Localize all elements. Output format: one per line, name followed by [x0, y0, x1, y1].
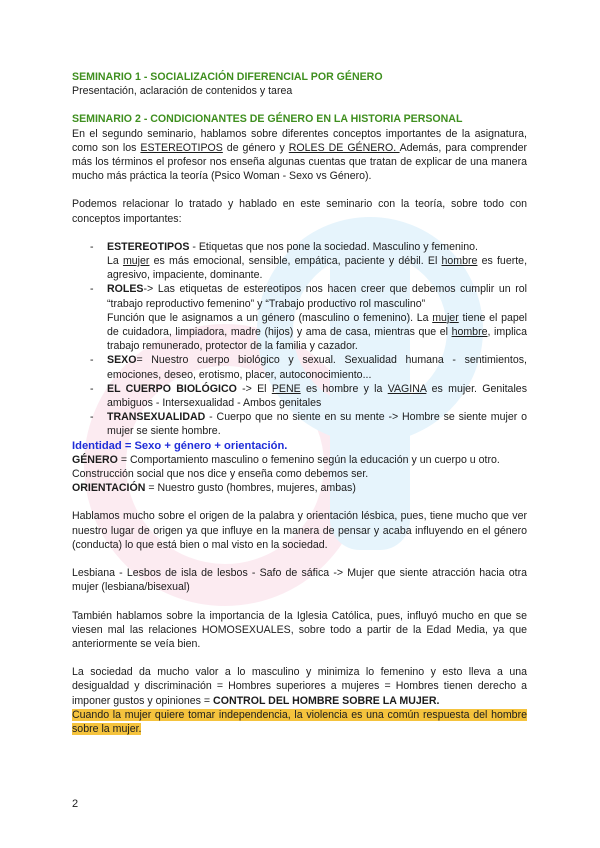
paragraph-sociedad [72, 665, 527, 708]
text-span: -> El [236, 382, 272, 395]
underlined-term: ROLES DE GÉNERO. [288, 141, 400, 154]
orientacion-definition [72, 481, 527, 495]
text-span: = Comportamiento masculino o femenino según la educación y un cuerpo u otro. Construcción social que nos dice y enseña como debemos ser. [72, 453, 500, 481]
genero-definition [72, 453, 527, 481]
page-number: 2 [72, 798, 79, 810]
text-span: = Nuestro cuerpo biológico y sexual. Sexualidad humana - sentimientos, emociones, deseo, erotismo, placer, autoconocimiento... [107, 354, 527, 381]
list-dash: - [90, 411, 94, 424]
concepts-intro: Podemos relacionar lo tratado y hablado en este seminario con la teoría, sobre todo con conceptos importantes: [72, 198, 527, 225]
list-dash: - [90, 283, 94, 296]
seminar2-intro [72, 127, 527, 184]
underlined-term: hombre [451, 326, 488, 339]
concepts-list [72, 240, 527, 439]
term-bold: ORIENTACIÓN [72, 482, 146, 495]
text-span: es más emocional, sensible, empática, paciente y débil. El [149, 255, 442, 268]
document-body [72, 70, 527, 736]
list-item-transexualidad [72, 410, 527, 438]
paragraph-iglesia: También hablamos sobre la importancia de la Iglesia Católica, pues, influyó mucho en que se viesen mal las relaciones HOMOSEXUALES, sobre todo a partir de la Edad Media, ya que anteriormente se veía bien. [72, 609, 527, 650]
text-span: es hombre y la [300, 382, 388, 395]
term-bold: ESTEREOTIPOS [107, 240, 190, 253]
term-bold: EL CUERPO BIOLÓGICO [107, 382, 237, 395]
text-span: es fuerte, agresivo, impaciente, dominante. [107, 255, 528, 282]
text-span: es mujer. Genitales ambiguos - Intersexualidad - Ambos genitales [107, 382, 527, 410]
underlined-term: mujer [122, 255, 150, 268]
underlined-term: VAGINA [387, 382, 427, 395]
list-dash: - [90, 240, 94, 253]
seminar1-subtitle: Presentación, aclaración de contenidos y tarea [72, 85, 293, 98]
list-item-roles [72, 282, 527, 353]
text-span: La [107, 255, 123, 268]
list-item-cuerpo-biologico [72, 382, 527, 410]
underlined-term: hombre [441, 255, 478, 268]
paragraph-origen: Hablamos mucho sobre el origen de la palabra y orientación lésbica, pues, tiene mucho que ver nuestro lugar de origen ya que influye en la manera de pensar y acaba influyendo en el género (conducta) lo que está bien o mal visto en la sociedad. [72, 510, 527, 551]
list-item-estereotipos [72, 240, 527, 283]
list-dash: - [90, 382, 94, 395]
seminar2-title: SEMINARIO 2 - CONDICIONANTES DE GÉNERO EN LA HISTORIA PERSONAL [72, 113, 463, 126]
list-item-sexo [72, 353, 527, 381]
text-span: Función que le asignamos a un género (masculino o femenino). La [107, 311, 433, 324]
paragraph-lesbiana: Lesbiana - Lesbos de isla de lesbos - Safo de sáfica -> Mujer que siente atracción hacia otra mujer (lesbiana/bisexual) [72, 567, 527, 594]
term-bold: ROLES [107, 283, 144, 296]
text-span: En el segundo seminario, hablamos sobre diferentes conceptos importantes de la asignatura, como son los [72, 127, 527, 154]
term-bold: SEXO [107, 354, 137, 367]
text-span: -> Las etiquetas de estereotipos nos hacen creer que debemos cumplir un rol “trabajo reproductivo femenino” y “Trabajo productivo rol masculino” [107, 283, 527, 310]
text-span: - Etiquetas que nos pone la sociedad. Masculino y femenino. [189, 240, 478, 253]
underlined-term: mujer [432, 311, 459, 324]
text-span: de género y [222, 141, 289, 154]
term-bold: CONTROL DEL HOMBRE SOBRE LA MUJER. [213, 694, 440, 707]
highlight-span: Cuando la mujer quiere tomar independencia, la violencia es una común respuesta del hombre sobre la mujer. [72, 708, 527, 735]
text-span: , implica trabajo remunerado, protector de la familia y cazador. [107, 326, 527, 353]
identity-heading: Identidad = Sexo + género + orientación. [72, 439, 288, 452]
text-span: tiene el papel de cuidadora, limpiadora, madre (hijos) y ama de casa, mientras que el [107, 311, 527, 339]
highlighted-paragraph [72, 708, 527, 736]
underlined-term: ESTEREOTIPOS [140, 141, 223, 154]
term-bold: GÉNERO [72, 453, 118, 466]
underlined-term: PENE [271, 382, 301, 395]
text-span: = Nuestro gusto (hombres, mujeres, ambas) [145, 482, 356, 495]
text-span: La sociedad da mucho valor a lo masculino y minimiza lo femenino y esto lleva a una desigualdad y discriminación = Hombres superiores a mujeres = Hombres tienen derecho a imponer gustos y opiniones = [72, 666, 527, 707]
list-dash: - [90, 354, 94, 367]
text-span: Además, para comprender más los términos el profesor nos enseña algunas cuentas que tratan de explicar de una manera mucho más práctica la teoría (Psico Woman - Sexo vs Género). [72, 141, 528, 183]
term-bold: TRANSEXUALIDAD [107, 411, 206, 424]
text-span: - Cuerpo que no siente en su mente -> Hombre se siente mujer o mujer se siente hombre. [107, 411, 527, 438]
seminar1-title: SEMINARIO 1 - SOCIALIZACIÓN DIFERENCIAL POR GÉNERO [72, 71, 383, 83]
